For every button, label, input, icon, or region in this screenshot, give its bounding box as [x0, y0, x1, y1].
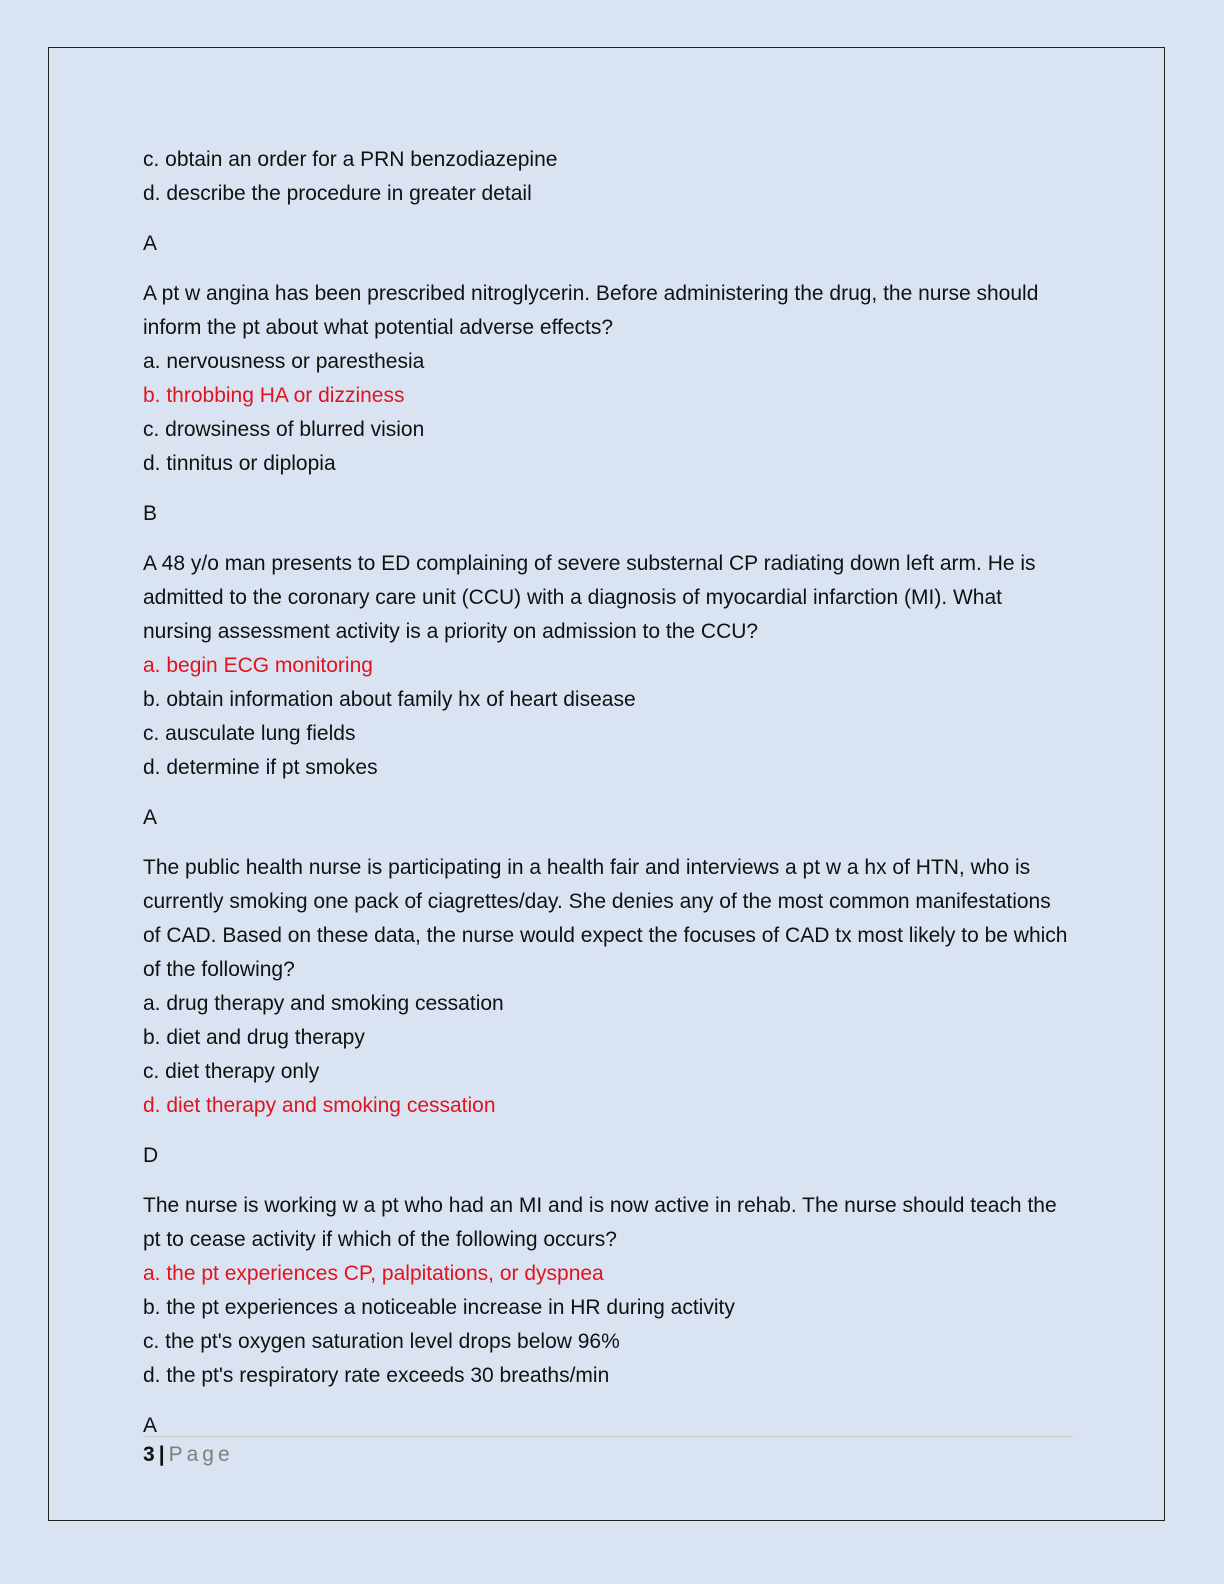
question-2 [143, 547, 1073, 835]
question-fragment [143, 143, 1073, 261]
option-c: c. diet therapy only [143, 1060, 320, 1083]
option-d: d. describe the procedure in greater detail [143, 182, 532, 205]
question-1 [143, 277, 1073, 531]
option-d-correct: d. diet therapy and smoking cessation [143, 1094, 496, 1117]
answer-key: B [143, 502, 158, 525]
option-c: c. drowsiness of blurred vision [143, 418, 425, 441]
option-a: a. drug therapy and smoking cessation [143, 992, 504, 1015]
option-d: d. tinnitus or diplopia [143, 452, 336, 475]
option-d: d. the pt's respiratory rate exceeds 30 breaths/min [143, 1364, 610, 1387]
option-b: b. obtain information about family hx of heart disease [143, 688, 636, 711]
footer-divider [143, 1436, 1073, 1437]
option-a: a. nervousness or paresthesia [143, 350, 425, 373]
answer-key: A [143, 806, 158, 829]
page-number: 3 [143, 1443, 155, 1466]
option-d: d. determine if pt smokes [143, 756, 378, 779]
question-4 [143, 1189, 1073, 1443]
answer-key: A [143, 1414, 158, 1437]
footer-separator: | [158, 1443, 165, 1466]
option-b: b. diet and drug therapy [143, 1026, 365, 1049]
option-a-correct: a. begin ECG monitoring [143, 654, 373, 677]
question-3 [143, 851, 1073, 1173]
option-c: c. obtain an order for a PRN benzodiazepine [143, 148, 558, 171]
question-stem: The public health nurse is participating in a health fair and interviews a pt w a hx of HTN, who is currently smoking one pack of ciagrettes/day. She denies any of the most common manifestations of CAD. Based on these data, the nurse would expect the focuses of CAD tx most likely to be which of the following? [143, 856, 1068, 981]
document-body [143, 143, 1073, 1459]
option-c: c. ausculate lung fields [143, 722, 356, 745]
answer-key: A [143, 232, 158, 255]
question-stem: A pt w angina has been prescribed nitroglycerin. Before administering the drug, the nurse should inform the pt about what potential adverse effects? [143, 282, 1039, 339]
question-stem: A 48 y/o man presents to ED complaining of severe substernal CP radiating down left arm. He is admitted to the coronary care unit (CCU) with a diagnosis of myocardial infarction (MI). What nursing assessment activity is a priority on admission to the CCU? [143, 552, 1036, 643]
option-b: b. the pt experiences a noticeable increase in HR during activity [143, 1296, 735, 1319]
option-c: c. the pt's oxygen saturation level drops below 96% [143, 1330, 620, 1353]
page-word: Page [168, 1443, 234, 1466]
page-footer [143, 1441, 234, 1469]
option-a-correct: a. the pt experiences CP, palpitations, or dyspnea [143, 1262, 604, 1285]
option-b-correct: b. throbbing HA or dizziness [143, 384, 405, 407]
question-stem: The nurse is working w a pt who had an MI and is now active in rehab. The nurse should teach the pt to cease activity if which of the following occurs? [143, 1194, 1057, 1251]
answer-key: D [143, 1144, 159, 1167]
